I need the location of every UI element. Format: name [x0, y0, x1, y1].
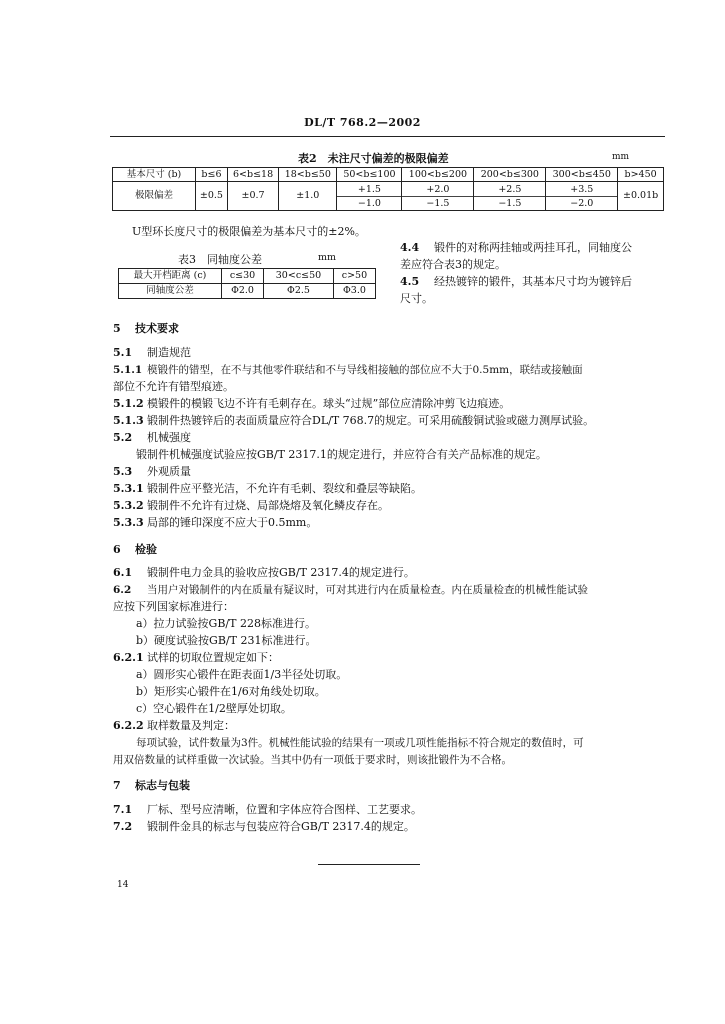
- clause-5-3: [113, 464, 191, 480]
- section-title: 检验: [135, 543, 157, 556]
- upper-deviation: +1.5: [337, 183, 401, 197]
- table3-cell: Φ2.0: [222, 284, 264, 299]
- page-number: 14: [117, 880, 129, 890]
- clause-text: 模锻件的错型，在不与其他零件联结和不与导线相接触的部位应不大于0.5mm，联结或接触面: [147, 364, 583, 376]
- table2-header-row: [113, 168, 664, 182]
- clause-text: 锻件的对称两挂轴或两挂耳孔，同轴度公: [434, 241, 632, 254]
- clause-number: 7.1: [113, 803, 133, 816]
- clause-6-2-a: a）拉力试验按GB/T 228标准进行。: [136, 617, 316, 630]
- table2-head-cell: 50<b≤100: [337, 168, 402, 182]
- table3-head-cell: 30<c≤50: [264, 269, 334, 284]
- clause-number: 6.2.2: [113, 719, 144, 732]
- clause-6-1: [113, 565, 415, 581]
- clause-6-2-1-c: c）空心锻件在1/2壁厚处切取。: [136, 702, 292, 715]
- clause-number: 6.2: [113, 584, 132, 596]
- section-number: 7: [113, 779, 121, 792]
- table2-value-row: [113, 182, 664, 211]
- clause-text: 当用户对锻制件的内在质量有疑议时，可对其进行内在质量检查。内在质量检查的机械性能试验: [147, 584, 588, 596]
- table3-head-cell: c>50: [333, 269, 375, 284]
- clause-text: 锻制件应平整光洁，不允许有毛刺、裂纹和叠层等缺陷。: [147, 482, 422, 495]
- clause-4-4-cont: 差应符合表3的规定。: [400, 258, 506, 271]
- clause-number: 6.2.1: [113, 651, 144, 664]
- clause-5-1-2: [113, 396, 510, 412]
- clause-number: 5.3.2: [113, 499, 144, 512]
- document-code: DL/T 768.2—2002: [304, 116, 421, 129]
- table2-cell: ±0.01b: [618, 182, 664, 211]
- section-5-heading: [113, 320, 179, 336]
- clause-number: 5.3: [113, 465, 133, 478]
- clause-number: 4.5: [400, 275, 420, 288]
- clause-5-1-1-cont: 部位不允许有错型痕迹。: [113, 380, 234, 393]
- end-rule: [318, 864, 420, 865]
- header-rule: [110, 136, 665, 137]
- table2-head-cell: 基本尺寸 (b): [113, 168, 196, 182]
- section-title: 技术要求: [135, 322, 179, 335]
- clause-6-2-2: [113, 718, 235, 734]
- table2-head-cell: 200<b≤300: [474, 168, 546, 182]
- clause-5-3-2: [113, 498, 389, 514]
- table3-value-row: [119, 284, 376, 299]
- section-number: 6: [113, 543, 121, 556]
- table2-cell: [337, 182, 402, 211]
- section-number: 5: [113, 322, 121, 335]
- clause-5-3-1: [113, 481, 422, 497]
- table3-caption: 表3 同轴度公差: [178, 253, 262, 266]
- clause-title: 外观质量: [147, 465, 191, 478]
- clause-6-2-1-a: a）圆形实心锻件在距表面1/3半径处切取。: [136, 668, 348, 681]
- table2: [112, 167, 664, 211]
- upper-deviation: +3.5: [546, 183, 617, 197]
- clause-text: 锻制件电力金具的验收应按GB/T 2317.4的规定进行。: [147, 566, 415, 579]
- table2-cell: [546, 182, 618, 211]
- clause-text: 厂标、型号应清晰，位置和字体应符合图样、工艺要求。: [147, 803, 422, 816]
- table2-head-cell: b≤6: [196, 168, 228, 182]
- clause-number: 7.2: [113, 820, 133, 833]
- table3-unit: mm: [318, 252, 337, 263]
- section-title: 标志与包装: [135, 779, 190, 792]
- table2-head-cell: 18<b≤50: [279, 168, 337, 182]
- table2-caption: 表2 未注尺寸偏差的极限偏差: [298, 152, 449, 165]
- clause-6-2-1-b: b）矩形实心锻件在1/6对角线处切取。: [136, 685, 326, 698]
- table2-cell: ±1.0: [279, 182, 337, 211]
- clause-number: 5.1.2: [113, 397, 144, 410]
- table3-row-label: 同轴度公差: [119, 284, 222, 299]
- clause-number: 4.4: [400, 241, 420, 254]
- section-7-heading: [113, 777, 190, 793]
- lower-deviation: −1.0: [357, 197, 381, 209]
- clause-4-5: [400, 274, 632, 290]
- table2-cell: [402, 182, 474, 211]
- u-ring-note: U型环长度尺寸的极限偏差为基本尺寸的±2%。: [132, 225, 366, 238]
- clause-4-4: [400, 240, 632, 256]
- table2-unit: mm: [612, 152, 630, 162]
- clause-4-5-cont: 尺寸。: [400, 292, 433, 305]
- table2-head-cell: b>450: [618, 168, 664, 182]
- table2-cell: [474, 182, 546, 211]
- clause-text: 锻制件金具的标志与包装应符合GB/T 2317.4的规定。: [147, 820, 415, 833]
- clause-6-2-1: [113, 650, 279, 666]
- table2-head-cell: 100<b≤200: [402, 168, 474, 182]
- section-6-heading: [113, 541, 157, 557]
- table3-head-cell: 最大开档距离 (c): [119, 269, 222, 284]
- table3-header-row: [119, 269, 376, 284]
- clause-6-2-b: b）硬度试验按GB/T 231标准进行。: [136, 634, 317, 647]
- clause-number: 5.1: [113, 346, 133, 359]
- table3-cell: Φ3.0: [333, 284, 375, 299]
- table2-cell: ±0.5: [196, 182, 228, 211]
- clause-6-2: [113, 582, 588, 598]
- clause-5-3-3: [113, 515, 317, 531]
- clause-number: 5.1.1: [113, 364, 143, 376]
- clause-5-2-text: 锻制件机械强度试验应按GB/T 2317.1的规定进行，并应符合有关产品标准的规定。: [136, 448, 547, 461]
- clause-number: 6.1: [113, 566, 133, 579]
- table2-cell: ±0.7: [227, 182, 278, 211]
- table3-cell: Φ2.5: [264, 284, 334, 299]
- clause-text: 经热镀锌的锻件，其基本尺寸均为镀锌后: [434, 275, 632, 288]
- clause-text: 局部的锤印深度不应大于0.5mm。: [147, 516, 318, 529]
- clause-number: 5.1.3: [113, 414, 144, 427]
- clause-6-2-2-l2: 用双倍数量的试样重做一次试验。当其中仍有一项低于要求时，则该批锻件为不合格。: [113, 754, 512, 766]
- clause-text: 锻制件不允许有过烧、局部烧熔及氧化鳞皮存在。: [147, 499, 389, 512]
- clause-6-2-2-l1: 每项试验，试件数量为3件。机械性能试验的结果有一项或几项性能指标不符合规定的数值时，可: [136, 737, 584, 749]
- table3: [118, 268, 376, 299]
- clause-5-1: [113, 345, 191, 361]
- table2-head-cell: 300<b≤450: [546, 168, 618, 182]
- clause-number: 5.3.1: [113, 482, 144, 495]
- clause-text: 锻制件热镀锌后的表面质量应符合DL/T 768.7的规定。可采用硫酸铜试验或磁力测厚试验。: [147, 414, 595, 427]
- clause-5-2: [113, 430, 191, 446]
- clause-7-2: [113, 819, 415, 835]
- clause-number: 5.3.3: [113, 516, 144, 529]
- clause-6-2-cont: 应按下列国家标准进行：: [113, 600, 234, 613]
- upper-deviation: +2.0: [402, 183, 473, 197]
- clause-title: 机械强度: [147, 431, 191, 444]
- upper-deviation: +2.5: [474, 183, 545, 197]
- clause-text: 试样的切取位置规定如下：: [147, 651, 279, 664]
- clause-number: 5.2: [113, 431, 133, 444]
- lower-deviation: −1.5: [426, 197, 450, 209]
- lower-deviation: −1.5: [498, 197, 522, 209]
- clause-text: 模锻件的模锻飞边不许有毛刺存在。球头“过规”部位应清除冲剪飞边痕迹。: [147, 397, 511, 410]
- clause-5-1-1: [113, 362, 583, 378]
- clause-5-1-3: [113, 413, 594, 429]
- clause-7-1: [113, 802, 422, 818]
- table2-head-cell: 6<b≤18: [227, 168, 278, 182]
- clause-text: 取样数量及判定：: [147, 719, 235, 732]
- table3-head-cell: c≤30: [222, 269, 264, 284]
- clause-title: 制造规范: [147, 346, 191, 359]
- table2-row-label: 极限偏差: [113, 182, 196, 211]
- lower-deviation: −2.0: [570, 197, 594, 209]
